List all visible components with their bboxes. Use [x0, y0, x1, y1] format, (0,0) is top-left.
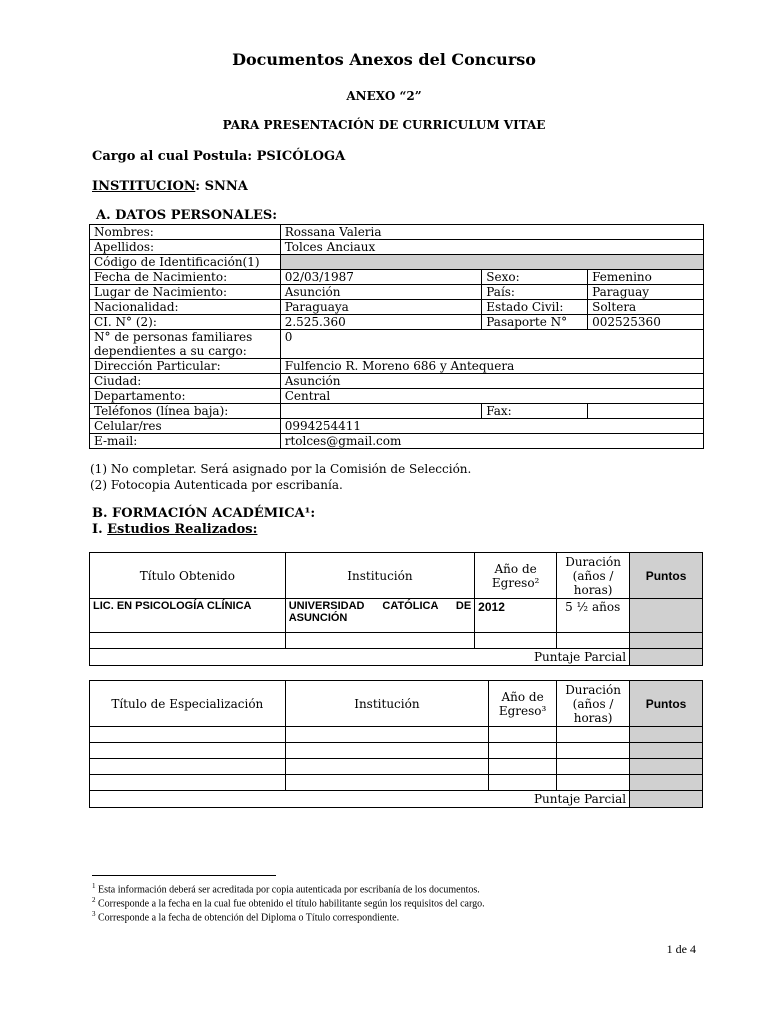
email-value: rtolces@gmail.com — [280, 434, 703, 449]
label-cell: Celular/res — [90, 419, 281, 434]
empty-cell — [285, 743, 489, 759]
empty-cell — [90, 727, 286, 743]
cargo-line — [92, 149, 345, 164]
table-row — [90, 434, 704, 449]
label-cell: Teléfonos (línea baja): — [90, 404, 281, 419]
empty-cell — [557, 633, 630, 649]
codigo-value — [280, 255, 703, 270]
especializacion-table — [89, 680, 703, 808]
table-row — [90, 374, 704, 389]
empty-cell — [489, 775, 557, 791]
table-header-row — [90, 681, 703, 727]
label-cell: País: — [482, 285, 588, 300]
table-row — [90, 270, 704, 285]
familiares-value: 0 — [280, 330, 703, 359]
institucion-cell: UNIVERSIDAD CATÓLICA DE ASUNCIÓN — [285, 599, 474, 633]
annex-label: ANEXO “2” — [346, 89, 422, 103]
empty-cell — [489, 743, 557, 759]
label-cell: Ciudad: — [90, 374, 281, 389]
empty-cell — [557, 727, 630, 743]
label-cell: Estado Civil: — [482, 300, 588, 315]
table-row — [90, 419, 704, 434]
label-cell: Pasaporte N° — [482, 315, 588, 330]
label-cell: N° de personas familiares dependientes a su cargo: — [90, 330, 281, 359]
fecha-value: 02/03/1987 — [280, 270, 482, 285]
col-titulo: Título de Especialización — [90, 681, 286, 727]
sexo-value: Femenino — [588, 270, 704, 285]
cargo-label: Cargo al cual Postula: — [92, 149, 253, 164]
table-row — [90, 225, 704, 240]
col-anio: Año de Egreso³ — [489, 681, 557, 727]
puntos-cell — [630, 759, 703, 775]
table-row — [90, 255, 704, 270]
label-cell: Código de Identificación(1) — [90, 255, 281, 270]
puntos-cell — [630, 633, 703, 649]
puntos-cell — [630, 599, 703, 633]
empty-cell — [90, 775, 286, 791]
nacionalidad-value: Paraguaya — [280, 300, 482, 315]
col-titulo: Título Obtenido — [90, 553, 286, 599]
puntos-cell — [630, 743, 703, 759]
empty-cell — [285, 775, 489, 791]
col-duracion: Duración (años / horas) — [557, 681, 630, 727]
note-2: (2) Fotocopia Autenticada por escribanía. — [90, 478, 343, 492]
empty-cell — [489, 727, 557, 743]
table-row — [90, 743, 703, 759]
empty-cell — [475, 633, 557, 649]
lugar-value: Asunción — [280, 285, 482, 300]
empty-cell — [557, 775, 630, 791]
col-puntos: Puntos — [630, 681, 703, 727]
table-row — [90, 315, 704, 330]
ciudad-value: Asunción — [280, 374, 703, 389]
sub-heading: Estudios Realizados: — [107, 522, 258, 537]
label-cell: Departamento: — [90, 389, 281, 404]
empty-cell — [90, 759, 286, 775]
empty-cell — [90, 743, 286, 759]
footnote-separator — [92, 875, 276, 876]
celular-value: 0994254411 — [280, 419, 703, 434]
empty-cell — [557, 743, 630, 759]
footnote-1: $^1$ Esta información deberá ser acreditada por copia autenticada por escribanía de los documentos. — [92, 882, 480, 896]
cargo-value: PSICÓLOGA — [256, 149, 346, 164]
note-1: (1) No completar. Será asignado por la Comisión de Selección. — [90, 462, 472, 476]
col-duracion: Duración (años / horas) — [557, 553, 630, 599]
table-row — [90, 759, 703, 775]
pais-value: Paraguay — [588, 285, 704, 300]
page-number: 1 de 4 — [666, 942, 696, 956]
puntaje-row — [90, 649, 703, 666]
personal-data-table — [89, 224, 704, 449]
label-cell: Fax: — [482, 404, 588, 419]
section-b-sub — [92, 522, 257, 537]
institucion-line — [92, 179, 248, 194]
document-title: Documentos Anexos del Concurso — [232, 50, 536, 69]
table-row — [90, 359, 704, 374]
estado-value: Soltera — [588, 300, 704, 315]
pasaporte-value: 002525360 — [588, 315, 704, 330]
label-cell: Lugar de Nacimiento: — [90, 285, 281, 300]
fax-value — [588, 404, 704, 419]
empty-cell — [90, 633, 286, 649]
col-puntos: Puntos — [630, 553, 703, 599]
estudios-table — [89, 552, 703, 666]
label-cell: E-mail: — [90, 434, 281, 449]
purpose-heading: PARA PRESENTACIÓN DE CURRICULUM VITAE — [222, 118, 546, 132]
puntaje-value — [630, 791, 703, 808]
label-cell: Nombres: — [90, 225, 281, 240]
empty-cell — [489, 759, 557, 775]
table-row — [90, 599, 703, 633]
table-row — [90, 330, 704, 359]
section-b-heading: B. FORMACIÓN ACADÉMICA¹: — [92, 506, 316, 521]
empty-cell — [285, 759, 489, 775]
footnote-3: $^3$ Corresponde a la fecha de obtención del Diploma o Título correspondiente. — [92, 910, 400, 924]
table-row — [90, 300, 704, 315]
titulo-cell: LIC. EN PSICOLOGÍA CLÍNICA — [90, 599, 286, 633]
telefonos-value — [280, 404, 482, 419]
label-cell: CI. N° (2): — [90, 315, 281, 330]
puntaje-label: Puntaje Parcial — [90, 791, 630, 808]
label-cell: Sexo: — [482, 270, 588, 285]
sub-number: I. — [92, 522, 103, 537]
table-row — [90, 727, 703, 743]
empty-cell — [285, 633, 474, 649]
table-row — [90, 404, 704, 419]
footnote-2: $^2$ Corresponde a la fecha en la cual fue obtenido el título habilitante según los requisitos del cargo. — [92, 896, 485, 910]
table-header-row — [90, 553, 703, 599]
puntaje-label: Puntaje Parcial — [90, 649, 630, 666]
puntos-cell — [630, 727, 703, 743]
departamento-value: Central — [280, 389, 703, 404]
col-anio: Año de Egreso² — [475, 553, 557, 599]
label-cell: Dirección Particular: — [90, 359, 281, 374]
col-institucion: Institución — [285, 553, 474, 599]
nombres-value: Rossana Valeria — [280, 225, 703, 240]
table-row — [90, 633, 703, 649]
anio-cell: 2012 — [475, 599, 557, 633]
ci-value: 2.525.360 — [280, 315, 482, 330]
table-row — [90, 285, 704, 300]
table-row — [90, 389, 704, 404]
table-row — [90, 775, 703, 791]
duracion-cell: 5 ½ años — [557, 599, 630, 633]
label-cell: Nacionalidad: — [90, 300, 281, 315]
institucion-label: INSTITUCION — [92, 179, 196, 194]
apellidos-value: Tolces Anciaux — [280, 240, 703, 255]
label-cell: Fecha de Nacimiento: — [90, 270, 281, 285]
puntaje-row — [90, 791, 703, 808]
section-a-heading: A. DATOS PERSONALES: — [96, 208, 278, 223]
puntos-cell — [630, 775, 703, 791]
col-institucion: Institución — [285, 681, 489, 727]
direccion-value: Fulfencio R. Moreno 686 y Antequera — [280, 359, 703, 374]
empty-cell — [557, 759, 630, 775]
puntaje-value — [630, 649, 703, 666]
table-row — [90, 240, 704, 255]
label-cell: Apellidos: — [90, 240, 281, 255]
institucion-value: : SNNA — [195, 179, 248, 194]
empty-cell — [285, 727, 489, 743]
